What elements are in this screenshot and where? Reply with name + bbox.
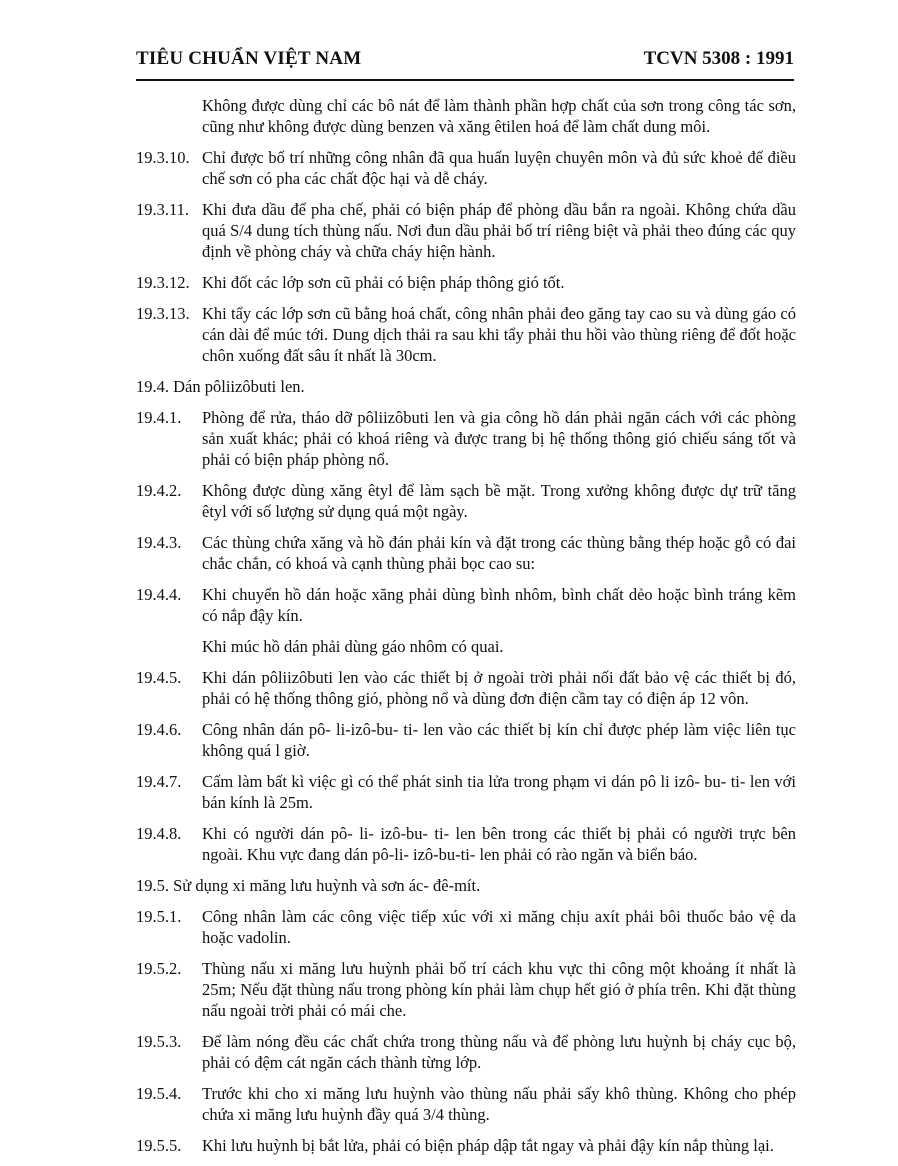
clause-number: 19.5.5. xyxy=(136,1136,182,1155)
clause-text: Khi đốt các lớp sơn cũ phải có biện pháp thông gió tốt. xyxy=(202,273,565,292)
clause-item xyxy=(136,532,796,574)
clause-text: Công nhân làm các công việc tiếp xúc với xi măng chịu axít phải bôi thuốc bảo vệ da hoặc vadolin. xyxy=(202,907,796,947)
clause-item xyxy=(136,272,796,293)
clause-number: 19.3.13. xyxy=(136,304,190,323)
clause-item xyxy=(136,771,796,813)
clause-item xyxy=(136,147,796,189)
clause-item xyxy=(136,1083,796,1125)
clause-text: Các thùng chứa xăng và hồ đán phải kín và đặt trong các thùng bằng thép hoặc gỗ có đai chắc chắn, có khoá và cạnh thùng phải bọc cao su: xyxy=(202,533,796,573)
clause-number: 19.3.10. xyxy=(136,148,190,167)
clause-text: Công nhân dán pô- li-izô-bu- ti- len vào các thiết bị kín chỉ được phép làm việc liên tục không quá l giờ. xyxy=(202,720,796,760)
clause-number: 19.4.2. xyxy=(136,481,182,500)
clause-text: 19.5. Sử dụng xi măng lưu huỳnh và sơn ác- đê-mít. xyxy=(136,876,481,895)
clause-number: 19.4.8. xyxy=(136,824,182,843)
clause-number: 19.5.4. xyxy=(136,1084,182,1103)
clause-number: 19.4.1. xyxy=(136,408,182,427)
clause-number: 19.5.3. xyxy=(136,1032,182,1051)
clause-item xyxy=(136,958,796,1021)
clause-item xyxy=(136,584,796,626)
clause-text: Phòng để rửa, tháo dỡ pôliizôbuti len và gia công hồ dán phải ngăn cách với các phòng sản xuất khác; phải có khoá riêng và được trang bị hệ thống thông gió chiếu sáng tốt và phải có biện pháp phòng nổ. xyxy=(202,408,796,469)
clause-item xyxy=(136,480,796,522)
clause-item xyxy=(136,823,796,865)
page-header xyxy=(136,48,794,72)
clause-item xyxy=(136,719,796,761)
clause-text: 19.4. Dán pôliizôbuti len. xyxy=(136,377,305,396)
clause-item xyxy=(136,303,796,366)
clause-text: Khi đưa dầu để pha chế, phải có biện pháp để phòng dầu bắn ra ngoài. Không chứa dầu quá S/4 dung tích thùng nấu. Nơi đun dầu phải bố trí riêng biệt và phải theo đúng các quy định về phòng cháy và chữa cháy hiện hành. xyxy=(202,200,796,261)
clause-text: Trước khi cho xi măng lưu huỳnh vào thùng nấu phải sấy khô thùng. Không cho phép chứa xi măng lưu huỳnh đầy quá 3/4 thùng. xyxy=(202,1084,796,1124)
header-rule xyxy=(136,79,794,81)
section-heading xyxy=(136,376,796,397)
clause-number: 19.4.3. xyxy=(136,533,182,552)
clause-text: Khi tẩy các lớp sơn cũ bằng hoá chất, công nhân phải đeo găng tay cao su và dùng gáo có cán dài để múc tới. Dung dịch thải ra sau khi tẩy phải thu hồi vào thùng riêng để đốt hoặc chôn xuống đất sâu ít nhất là 30cm. xyxy=(202,304,796,365)
clause-text: Thùng nấu xi măng lưu huỳnh phải bố trí cách khu vực thi công một khoảng ít nhất là 25m; Nếu đặt thùng nấu trong phòng kín phải làm chụp hết gió ở phía trên. Khi đặt thùng nấu ngoài trời phải có mái che. xyxy=(202,959,796,1020)
clause-item xyxy=(136,1135,796,1156)
clause-number: 19.5.1. xyxy=(136,907,182,926)
clause-item xyxy=(136,636,796,657)
clause-number: 19.5.2. xyxy=(136,959,182,978)
clause-number: 19.4.6. xyxy=(136,720,182,739)
clause-item xyxy=(136,1031,796,1073)
clause-text: Khi dán pôliizôbuti len vào các thiết bị ở ngoài trời phải nối đất bảo vệ các thiết bị đó, phải có hệ thống thông gió, phòng nổ và dùng đơn điện cầm tay có điện áp 12 vôn. xyxy=(202,668,796,708)
clause-text: Khi có người dán pô- li- izô-bu- ti- len bên trong các thiết bị phải có người trực bên ngoài. Khu vực đang dán pô-li- izô-bu-ti- len phải có rào ngăn và biển báo. xyxy=(202,824,796,864)
clause-item xyxy=(136,906,796,948)
clause-item xyxy=(136,95,796,137)
clause-number: 19.4.5. xyxy=(136,668,182,687)
clause-text: Không được dùng xăng êtyl để làm sạch bề mặt. Trong xưởng không được dự trữ tăng êtyl với số lượng sử dụng quá một ngày. xyxy=(202,481,796,521)
clause-item xyxy=(136,407,796,470)
clause-item xyxy=(136,667,796,709)
clause-number: 19.4.7. xyxy=(136,772,182,791)
standard-title: TIÊU CHUẨN VIỆT NAM xyxy=(136,48,362,69)
clause-text: Cấm làm bất kì việc gì có thể phát sinh tia lửa trong phạm vi dán pô li izô- bu- ti- len với bán kính là 25m. xyxy=(202,772,796,812)
clause-text: Chỉ được bố trí những công nhân đã qua huấn luyện chuyên môn và đủ sức khoẻ để điều chế sơn có pha các chất độc hại và dễ cháy. xyxy=(202,148,796,188)
clause-item xyxy=(136,199,796,262)
clause-number: 19.4.4. xyxy=(136,585,182,604)
clause-text: Không được dùng chỉ các bô nát để làm thành phần hợp chất của sơn trong công tác sơn, cũng như không được dùng benzen và xăng êtilen hoá để làm chất dung môi. xyxy=(202,96,796,136)
standard-code: TCVN 5308 : 1991 xyxy=(643,48,794,69)
clause-number: 19.3.11. xyxy=(136,200,190,219)
clause-text: Khi múc hồ dán phải dùng gáo nhôm có quai. xyxy=(202,637,504,656)
clause-text: Khi lưu huỳnh bị bắt lửa, phải có biện pháp dập tắt ngay và phải đậy kín nắp thùng lại. xyxy=(202,1136,774,1155)
section-heading xyxy=(136,875,796,896)
clause-text: Khi chuyển hồ dán hoặc xăng phải dùng bình nhôm, bình chất dẻo hoặc bình tráng kẽm có nắp đậy kín. xyxy=(202,585,796,625)
document-body xyxy=(136,95,796,1166)
clause-text: Để làm nóng đều các chất chứa trong thùng nấu và để phòng lưu huỳnh bị cháy cục bộ, phải có đệm cát ngăn cách thành từng lớp. xyxy=(202,1032,796,1072)
clause-number: 19.3.12. xyxy=(136,273,190,292)
